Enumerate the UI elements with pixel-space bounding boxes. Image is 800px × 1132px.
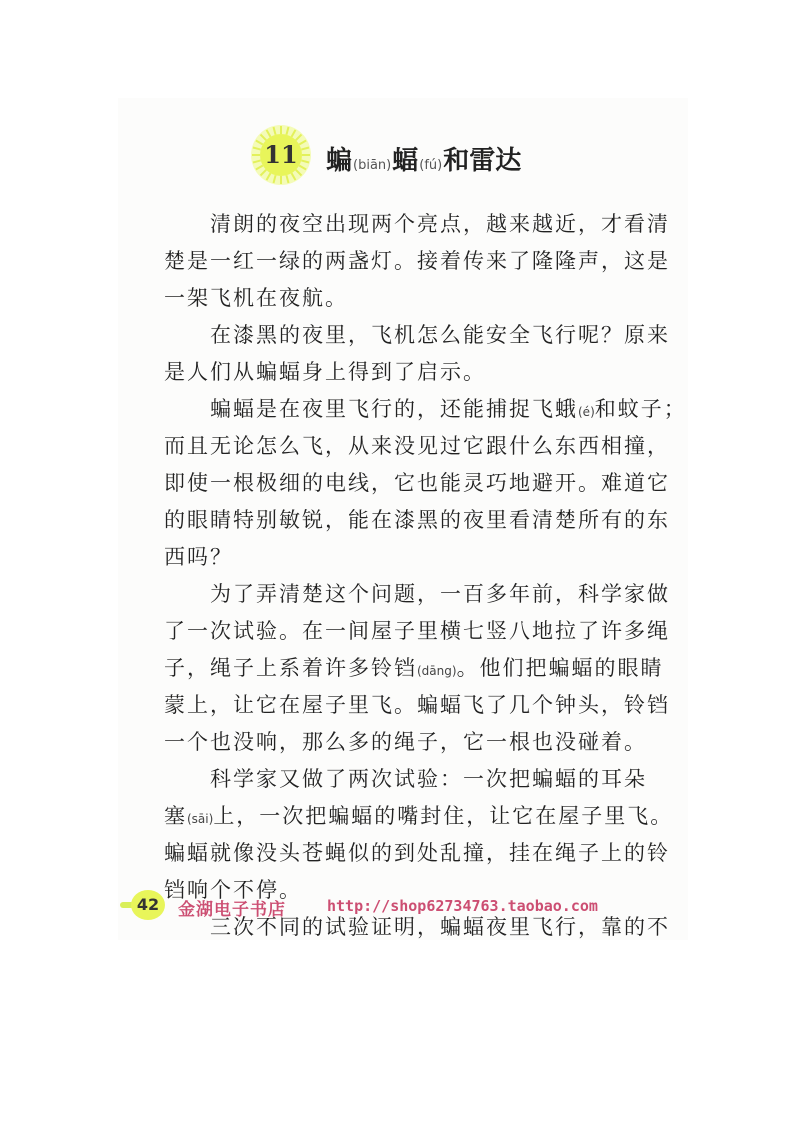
shop-name: 金湖电子书店	[178, 900, 286, 920]
text-line: 铛响个不停。	[164, 878, 302, 902]
page-footer	[120, 887, 660, 927]
text-segment: 塞	[164, 804, 187, 828]
text-line	[164, 798, 674, 835]
text-line: 为了弄清楚这个问题，一百多年前，科学家做	[164, 582, 670, 606]
text-segment: 子，绳子上系着许多铃铛	[164, 656, 417, 680]
page-number: 42	[136, 895, 160, 914]
text-line	[164, 391, 687, 428]
text-line: 在漆黑的夜里，飞机怎么能安全飞行呢？原来	[164, 323, 670, 347]
lesson-title	[326, 140, 521, 176]
pinyin-annotation: (dāng)	[417, 664, 457, 678]
page-number-badge	[120, 887, 166, 923]
text-line: 蝙蝠就像没头苍蝇似的到处乱撞，挂在绳子上的铃	[164, 841, 670, 865]
title-pinyin-bian: (biān)	[353, 158, 392, 173]
title-char-bian: 蝙	[326, 146, 353, 176]
pinyin-annotation: (sāi)	[187, 812, 214, 826]
text-line: 西吗？	[164, 545, 233, 569]
text-segment: 。他们把蝙蝠的眼睛	[456, 656, 664, 680]
text-line: 清朗的夜空出现两个亮点，越来越近，才看清	[164, 212, 670, 236]
title-rest: 和雷达	[443, 146, 522, 176]
title-pinyin-fu: (fú)	[419, 158, 443, 173]
text-line: 一架飞机在夜航。	[164, 286, 348, 310]
text-line: 是人们从蝙蝠身上得到了启示。	[164, 360, 486, 384]
title-char-fu: 蝠	[392, 146, 419, 176]
text-line: 了一次试验。在一间屋子里横七竖八地拉了许多绳	[164, 619, 670, 643]
text-line: 即使一根极细的电线，它也能灵巧地避开。难道它	[164, 471, 670, 495]
text-segment: 上，一次把蝙蝠的嘴封住，让它在屋子里飞。	[213, 804, 674, 828]
text-line: 楚是一红一绿的两盏灯。接着传来了隆隆声，这是	[164, 249, 670, 273]
text-segment: 和蚊子；	[594, 397, 687, 421]
lesson-body	[164, 206, 687, 946]
text-segment: 蝙蝠是在夜里飞行的，还能捕捉飞蛾	[164, 397, 578, 421]
text-line: 三次不同的试验证明，蝙蝠夜里飞行，靠的不	[164, 915, 670, 939]
text-line: 蒙上，让它在屋子里飞。蝙蝠飞了几个钟头，铃铛	[164, 693, 670, 717]
text-line: 的眼睛特别敏锐，能在漆黑的夜里看清楚所有的东	[164, 508, 670, 532]
pinyin-annotation: (é)	[578, 405, 595, 419]
text-line	[164, 650, 664, 687]
lesson-number-badge	[250, 124, 312, 186]
shop-url-link[interactable]: http://shop62734763.taobao.com	[327, 897, 598, 915]
text-line: 一个也没响，那么多的绳子，它一根也没碰着。	[164, 730, 647, 754]
text-line: 科学家又做了两次试验：一次把蝙蝠的耳朵	[164, 767, 647, 791]
text-line: 而且无论怎么飞，从来没见过它跟什么东西相撞，	[164, 434, 670, 458]
lesson-number: 11	[264, 140, 298, 169]
